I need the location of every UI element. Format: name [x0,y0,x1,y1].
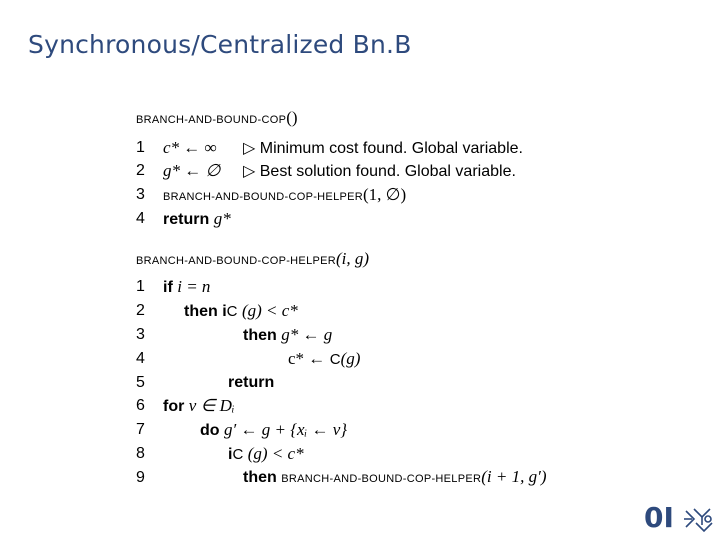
algo2-line-9 [243,467,547,489]
logo-emblem-icon [682,505,716,535]
algo1-header-name: BRANCH-AND-BOUND-COP [136,114,287,126]
algo2-line-code: v ∈ Dᵢ [188,396,235,415]
algo1-line-code: c* ← ∞ [163,138,217,157]
algo2-line-code: g* ← g [281,325,333,344]
algo2-line-number: 8 [136,445,145,462]
algo1-line-2 [163,161,220,182]
algo2-line-7 [200,420,347,441]
algo2-call-args: (i + 1, g′) [481,467,547,486]
algo1-call-name: BRANCH-AND-BOUND-COP-HELPER [163,191,364,203]
algo2-line-number: 9 [136,469,145,486]
algo2-line-1 [163,277,210,298]
algo2-line-code2: (g) [340,349,361,368]
algo2-header-name: BRANCH-AND-BOUND-COP-HELPER [136,255,337,267]
return-keyword: return [163,211,210,228]
algo2-line-5 [228,373,274,393]
slide-title: Synchronous/Centralized Bn.B [28,30,412,59]
algo2-line-number: 6 [136,397,145,414]
algo2-line-code: i = n [177,277,211,296]
algo1-header-args: () [286,108,298,127]
algo2-line-number: 4 [136,350,145,367]
then-keyword: then [243,469,277,486]
institution-logo [644,501,716,535]
cost-function-symbol: C [232,446,244,463]
algo2-line-number: 7 [136,421,145,438]
cost-function-symbol: C [329,351,341,368]
algo1-line-code: g* [213,209,231,228]
algo2-line-number: 1 [136,278,145,295]
algo2-line-number: 3 [136,326,145,343]
algo1-line-number: 1 [136,139,145,156]
algo2-line-number: 5 [136,374,145,391]
algo1-call-args: (1, ∅) [363,185,407,204]
algo1-line-comment: ▷ Minimum cost found. Global variable. [243,140,523,157]
then-keyword: then i [184,303,227,320]
algo2-line-4 [288,349,360,370]
logo-text: 0I [644,501,674,534]
algo1-line-number: 3 [136,186,145,203]
if-keyword: i [228,446,233,463]
algo2-line-2 [184,301,298,322]
cost-function-symbol: C [226,303,238,320]
algo2-line-code: (g) < c* [241,301,298,320]
algo2-line-8 [228,444,304,465]
algo2-call-name: BRANCH-AND-BOUND-COP-HELPER [281,473,482,485]
then-keyword: then [243,327,277,344]
algo2-line-code: (g) < c* [247,444,304,463]
if-keyword: if [163,279,173,296]
algo1-line-4 [163,209,231,230]
algo2-header-args: (i, g) [336,249,370,268]
algo1-line-number: 4 [136,210,145,227]
algo1-line-number: 2 [136,162,145,179]
algo2-line-code: c* ← [288,349,326,368]
algo1-line-comment: ▷ Best solution found. Global variable. [243,163,516,180]
algo2-line-code: g′ ← g + {xᵢ ← v} [224,420,348,439]
algo1-line-1 [163,138,217,159]
algo2-line-3 [243,325,332,346]
return-keyword: return [228,374,275,391]
algo2-line-number: 2 [136,302,145,319]
algo2-header [136,249,369,271]
algo1-line-3 [163,185,406,207]
algo1-line-code: g* ← ∅ [163,161,221,180]
algo1-header [136,108,298,130]
for-keyword: for [163,398,185,415]
algo2-line-6 [163,396,235,417]
do-keyword: do [200,422,220,439]
